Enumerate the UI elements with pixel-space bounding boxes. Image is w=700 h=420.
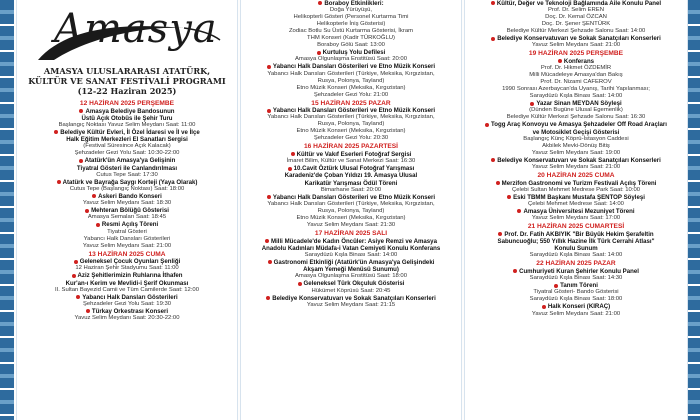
event-title-text: Geleneksel Türk Okçuluk Gösterisi [303, 280, 405, 288]
event-title [240, 245, 462, 252]
event-title-text: Kültür, Değer ve Teknoloji Bağlamında Aile Konulu Panel [496, 0, 662, 7]
bullet-icon [530, 102, 534, 106]
day-heading: 15 HAZİRAN 2025 PAZAR [311, 99, 391, 107]
event-detail: Etno Müzik Konseri (Meksika, Kırgızistan) [296, 128, 406, 135]
festival-title-line-1: AMASYA ULUSLARARASI ATATÜRK, [43, 66, 211, 76]
event-title-text: Cumhuriyeti Kuran Şehirler Konulu Panel [519, 268, 639, 276]
event-detail: 12 Haziran Şehir Stadyumu Saat: 11:00 [75, 265, 179, 272]
event-title [16, 258, 238, 265]
event-title-text: Yabancı Halk Dansları Gösterileri ve Etno Müzik Konseri [272, 63, 436, 71]
bullet-icon [491, 37, 495, 41]
event-title [464, 121, 688, 128]
event-title [16, 272, 238, 279]
program-column-1 [16, 0, 238, 420]
event-title-text: 10.Cavit Öztürk Ulusal Fotoğraf Yarışması [293, 165, 415, 173]
event-detail: Bimarhane Saat: 20:00 [320, 186, 382, 193]
event-detail: Milli Mücadeleye Amasya'dan Bakış [529, 72, 623, 79]
event-title [16, 157, 238, 164]
event-detail: Yabancı Halk Dansları Gösterileri (Türkiye, Meksika, Kırgızistan, [267, 201, 435, 208]
event-title-text: Anadolu Kadınları Müdafa-i Vatan Cemiyeti Konulu Konferans [261, 244, 441, 252]
bullet-icon [267, 109, 271, 113]
column-3-entries [464, 0, 688, 318]
bullet-icon [298, 282, 302, 286]
event-title-text: ve Motosiklet Geçişi Gösterisi [532, 128, 620, 136]
day-heading: 19 HAZİRAN 2025 PERŞEMBE [528, 50, 624, 58]
event-title-text: Askeri Bando Konseri [98, 193, 162, 201]
day-heading: 12 HAZİRAN 2025 PERŞEMBE [79, 100, 175, 107]
event-title-text: Merzifon Gastronomi ve Turizm Festivali Açılış Töreni [501, 179, 657, 187]
event-detail: Doğa Yürüyüşü, [329, 7, 373, 14]
bullet-icon [267, 195, 271, 199]
event-detail: Amasya Semaları Saat: 18:45 [87, 214, 167, 221]
event-title [16, 221, 238, 228]
event-title [464, 303, 688, 310]
event-title [464, 245, 688, 252]
event-title-text: Sabuncuoğlu; 550 Yıllık Hazine İlk Türk Cerrahi Atlası" [497, 238, 655, 246]
event-detail: İmaret Bilim, Kültür ve Sanat Merkezi Saat: 16:30 [286, 158, 416, 165]
event-title-text: Akşam Yemeği Menüsü Sunumu) [303, 266, 399, 274]
bullet-icon [92, 194, 96, 198]
program-column-3 [464, 0, 688, 420]
event-detail: Cutus Tepe Saat: 17:30 [96, 171, 158, 178]
bullet-icon [74, 260, 78, 264]
event-title-text: Atatürk ve Bayrağa Saygı Korteji (Yaya Olarak) [62, 178, 198, 186]
event-title [16, 179, 238, 186]
bullet-icon [266, 296, 270, 300]
right-decorative-border [688, 0, 700, 420]
event-detail: Çelebi Mehmet Medrese Saat: 14:00 [528, 201, 624, 208]
event-detail: Yavuz Selim Meydanı Saat: 21:15 [306, 301, 396, 308]
event-title [240, 180, 462, 187]
event-title [464, 157, 688, 164]
event-title-text: Yabancı Halk Dansları Gösterileri ve Etno Müzik Konseri [272, 107, 436, 115]
event-detail: Prof. Dr. Hikmet ÖZDEMİR [540, 65, 612, 72]
event-detail: Şehzadeler Gezi Yolu: 21:00 [313, 91, 389, 98]
event-title-text: Belediye Konservatuvarı ve Sokak Sanatçıları Konserleri [497, 35, 661, 43]
event-detail: Yavuz Selim Meydanı Saat: 20:30-22:00 [74, 315, 180, 322]
bullet-icon [86, 309, 90, 313]
event-detail: Yavuz Selim Meydanı Saat: 17:00 [531, 215, 621, 222]
event-title-text: Kurtuluş Yolu Defilesi [322, 49, 386, 57]
event-title-text: Belediye Konservatuvarı ve Sokak Sanatçıları Konserleri [272, 294, 436, 302]
event-title [240, 49, 462, 56]
bullet-icon [542, 305, 546, 309]
event-detail: Yavuz Selim Meydanı Saat: 21:00 [531, 42, 621, 49]
event-detail: Belediye Kültür Merkezi Şehzade Salonu Saat: 16:30 [506, 114, 646, 121]
event-title-text: Atatürk'ün Amasya'ya Gelişinin [84, 157, 176, 165]
event-title [240, 259, 462, 266]
event-detail: Yavuz Selim Meydanı Saat: 21:00 [531, 164, 621, 171]
event-detail: Saraydüzü Kışla Binası Saat: 14:30 [529, 275, 623, 282]
event-title [240, 295, 462, 302]
event-title [16, 294, 238, 301]
bullet-icon [288, 167, 292, 171]
event-title [240, 63, 462, 70]
event-title [240, 165, 462, 172]
left-decorative-border [0, 0, 14, 420]
event-title-text: Tiyatral Gösteri ile Canlandırılması [76, 164, 178, 172]
event-detail: Helikopterle İniş Gösterisi) [316, 21, 386, 28]
event-title [16, 193, 238, 200]
event-title-text: Eski TBMM Başkanı Mustafa ŞENTOP Söyleşi [513, 193, 645, 201]
bullet-icon [513, 269, 517, 273]
event-detail: Saraydüzü Kışla Binası Saat: 14:00 [304, 252, 398, 259]
event-title [16, 115, 238, 122]
event-title [464, 231, 688, 238]
bullet-icon [558, 59, 562, 63]
event-title [240, 194, 462, 201]
event-detail: Amasya Olgunlaşma Enstitüsü Saat: 20:00 [295, 56, 407, 63]
event-title-text: Milli Mücadele'de Kadın Öncüler: Asiye Remzi ve Amasya [271, 237, 437, 245]
bullet-icon [554, 284, 558, 288]
event-title-text: Resmi Açılış Töreni [101, 221, 159, 229]
event-detail: Etno Müzik Konseri (Meksika, Kırgızistan) [296, 215, 406, 222]
column-2-entries [240, 0, 462, 309]
day-heading: 16 HAZİRAN 2025 PAZARTESİ [303, 143, 399, 151]
event-detail: Yavuz Selim Meydanı Saat: 21:30 [306, 222, 396, 229]
event-title [464, 180, 688, 187]
bullet-icon [267, 65, 271, 69]
bullet-icon [317, 51, 321, 55]
event-detail: Saraydüzü Kışla Binası Saat: 18:00 [529, 296, 623, 303]
day-heading: 13 HAZİRAN 2025 CUMA [88, 250, 166, 258]
event-detail: Tiyatral Gösteri- Bando Gösterisi [533, 289, 619, 296]
event-title-text: Gastronomi Etkinliği (Atatürk'ün Amasya'ya Gelişindeki [273, 259, 435, 267]
festival-title-line-2: KÜLTÜR VE SANAT FESTİVALİ PROGRAMI [28, 76, 226, 86]
event-detail: Boraboy Gölü Saat: 13:00 [317, 42, 385, 49]
bullet-icon [268, 260, 272, 264]
bullet-icon [265, 239, 269, 243]
bullet-icon [291, 152, 295, 156]
day-heading: 17 HAZİRAN 2025 SALI [314, 230, 388, 238]
event-detail: Başlangıç Künç Köprü-İstasyon Caddesi [523, 135, 629, 142]
event-title-text: Togg Araç Konvoyu ve Amasya Şehzadeler Off Road Araçları [491, 121, 667, 129]
day-heading: 20 HAZİRAN 2025 CUMA [537, 172, 615, 180]
event-title-text: Geleneksel Çocuk Oyunları Şenliği [79, 258, 181, 266]
event-title-text: Amasya Üniversitesi Mezuniyet Töreni [523, 208, 635, 216]
event-title [464, 194, 688, 201]
bullet-icon [79, 109, 83, 113]
event-detail: Amasya Olgunlaşma Enstitüsü Saat: 18:00 [295, 273, 407, 280]
event-title-text: Yabancı Halk Dansları Gösterileri ve Etno Müzik Konseri [272, 193, 436, 201]
event-title [464, 208, 688, 215]
event-title-text: Prof. Dr. Fatih AKBIYIK "Bir Büyük Hekim Şerafeltin [504, 230, 654, 238]
event-detail: Etno Müzik Konseri (Meksika, Kırgızistan) [296, 84, 406, 91]
event-detail: Prof. Dr. Nizami CAFEROV [540, 79, 612, 86]
event-title-text: Aziz Şehitlerimizin Ruhlarına İthafen [77, 272, 183, 280]
event-title-text: Yazar Sinan MEYDAN Söyleşi [536, 100, 622, 108]
bullet-icon [517, 209, 521, 213]
event-title [464, 268, 688, 275]
day-heading: 21 HAZİRAN 2025 CUMARTESİ [527, 223, 625, 231]
event-title [464, 282, 688, 289]
event-title [16, 129, 238, 136]
event-title-text: Türkay Orkestrası Konseri [91, 308, 169, 316]
event-title [240, 172, 462, 179]
event-title-text: Halk Eğitim Merkezleri El Sanatları Sergisi [66, 136, 188, 144]
event-title-text: Üstü Açık Otobüs ile Şehir Turu [81, 114, 173, 122]
event-title-text: Konferans [563, 58, 595, 65]
event-title-text: Tanım Töreni [560, 282, 598, 290]
event-detail: Yabancı Halk Dansları Gösterileri (Türkiye, Meksika, Kırgızistan, [267, 70, 435, 77]
event-detail: (Festival Süresince Açık Kalacak) [83, 143, 171, 150]
event-detail: Belediye Kültür Merkezi Şehzade Salonu Saat: 14:00 [506, 28, 646, 35]
event-title-text: Kültür ve Vakıf Eserleri Fotoğraf Sergisi [296, 151, 412, 158]
column-1-entries [16, 100, 238, 322]
bullet-icon [57, 180, 61, 184]
event-title [464, 35, 688, 42]
event-detail: Şehzadeler Gezi Yolu Saat: 19:30 [82, 301, 172, 308]
event-detail: THM Konseri (Kadir TÜRKOĞLU) [307, 35, 395, 42]
event-detail: Yabancı Halk Dansları Gösterileri (Türkiye, Meksika, Kırgızistan, [267, 114, 435, 121]
event-detail: Yavuz Selim Meydanı Saat: 21:00 [82, 242, 172, 249]
event-title [16, 308, 238, 315]
event-title [464, 100, 688, 107]
event-detail: Şehzadeler Gezi Yolu Saat: 10:30-22:00 [74, 150, 180, 157]
event-detail: Cutus Tepe (Başlangıç Noktası) Saat: 18:00 [69, 186, 185, 193]
event-title-text: Belediye Kültür Evleri, İl Özel İdaresi ve İl ve İlçe [60, 129, 200, 136]
bullet-icon [79, 159, 83, 163]
event-title-text: Kur'an-ı Kerim ve Mevlidi-i Şerif Okunması [65, 279, 189, 287]
event-detail: Saraydüzü Kışla Binası Saat: 14:00 [529, 93, 623, 100]
event-detail: Yavuz Selim Meydanı Saat: 19:00 [531, 149, 621, 156]
event-title [464, 238, 688, 245]
bullet-icon [485, 123, 489, 127]
event-title-text: Halk Konseri (KIRAÇ) [547, 303, 611, 311]
event-title-text: Yabancı Halk Dansları Gösterileri [82, 293, 178, 301]
bullet-icon [85, 209, 89, 213]
event-detail: Başlangıç Noktası Yavuz Selim Meydanı Saat: 11:00 [58, 122, 196, 128]
bullet-icon [498, 232, 502, 236]
bullet-icon [491, 158, 495, 162]
event-detail: Tiyatral Gösteri [107, 228, 147, 235]
event-title [464, 129, 688, 136]
event-title [16, 165, 238, 172]
event-title [16, 207, 238, 214]
event-title [16, 136, 238, 143]
event-detail: Zodiac Botlu Su Üstü Kurtarma Gösterisi, İkram [288, 28, 414, 35]
event-detail: Yavuz Selim Meydanı Saat: 21:00 [531, 310, 621, 317]
event-title-text: Konulu Sunum [554, 245, 598, 253]
day-heading: 22 HAZİRAN 2025 PAZAR [536, 260, 616, 268]
bullet-icon [507, 195, 511, 199]
bullet-icon [54, 130, 58, 134]
event-detail: Doç. Dr. Kemal ÖZCAN [545, 14, 607, 21]
event-title-text: Karikatür Yarışması Ödül Töreni [304, 179, 398, 187]
amasya-logo [16, 0, 238, 64]
event-title [16, 280, 238, 287]
event-detail: Saraydüzü Kışla Binası Saat: 14:00 [529, 252, 623, 259]
bullet-icon [318, 1, 322, 5]
event-detail: Akbilek Mevki-Dönüş Bitiş [542, 142, 610, 149]
event-title-text: Mehteran Bölüğü Gösterisi [91, 207, 169, 215]
event-detail: Rusya, Polonya, Tayland) [317, 121, 385, 128]
event-detail: II. Sultan Bayezid Camii ve Tüm Camilerde Saat: 12:00 [55, 286, 199, 293]
event-detail: Hükümet Köprüsü Saat: 20:45 [311, 287, 391, 294]
event-detail: Rusya, Polonya, Tayland) [317, 208, 385, 215]
event-title [464, 0, 688, 7]
event-detail: Helikopterli Gösteri (Personel Kurtarma Timi [293, 14, 409, 21]
event-title [240, 280, 462, 287]
bullet-icon [72, 274, 76, 278]
program-column-2 [240, 0, 462, 420]
event-detail: Çelebi Sultan Mehmet Medrese Park Saat: 10:00 [511, 186, 641, 193]
event-title-text: Amasya Belediye Bandosunun [85, 107, 175, 115]
event-title [240, 0, 462, 7]
event-detail: Prof. Dr. Selim EREN [548, 7, 604, 14]
event-title-text: Belediye Konservatuvarı ve Sokak Sanatçıları Konserleri [497, 156, 661, 164]
event-title [240, 107, 462, 114]
bullet-icon [491, 1, 495, 5]
event-detail: Yabancı Halk Dansları Gösterileri [83, 235, 171, 242]
event-detail: Doç. Dr. Şener ŞENTÜRK [541, 21, 611, 28]
bullet-icon [96, 223, 100, 227]
event-title [240, 266, 462, 273]
event-detail: Yavuz Selim Meydanı Saat: 18:30 [82, 200, 172, 207]
event-title-text: Karadeniz'de Çoban Yıldızı 19. Amasya Ulusal [284, 172, 418, 180]
bullet-icon [496, 181, 500, 185]
event-title [240, 238, 462, 245]
event-title-text: Boraboy Etkinlikleri: [324, 0, 384, 7]
festival-title [22, 66, 232, 96]
festival-title-dates: (12-22 Haziran 2025) [77, 86, 177, 96]
logo-text: Amasya [54, 6, 218, 52]
event-detail: Rusya, Polonya, Tayland) [317, 77, 385, 84]
event-detail: Şehzadeler Gezi Yolu: 20:30 [313, 135, 389, 142]
event-detail: 1990 Sonrası Azerbaycan'da Uyanış, Tarihi Yapılanması; [502, 86, 650, 93]
event-detail: (Dünden Bugüne Ulusal Egemenlik) [529, 107, 623, 114]
event-title [16, 108, 238, 115]
bullet-icon [76, 295, 80, 299]
